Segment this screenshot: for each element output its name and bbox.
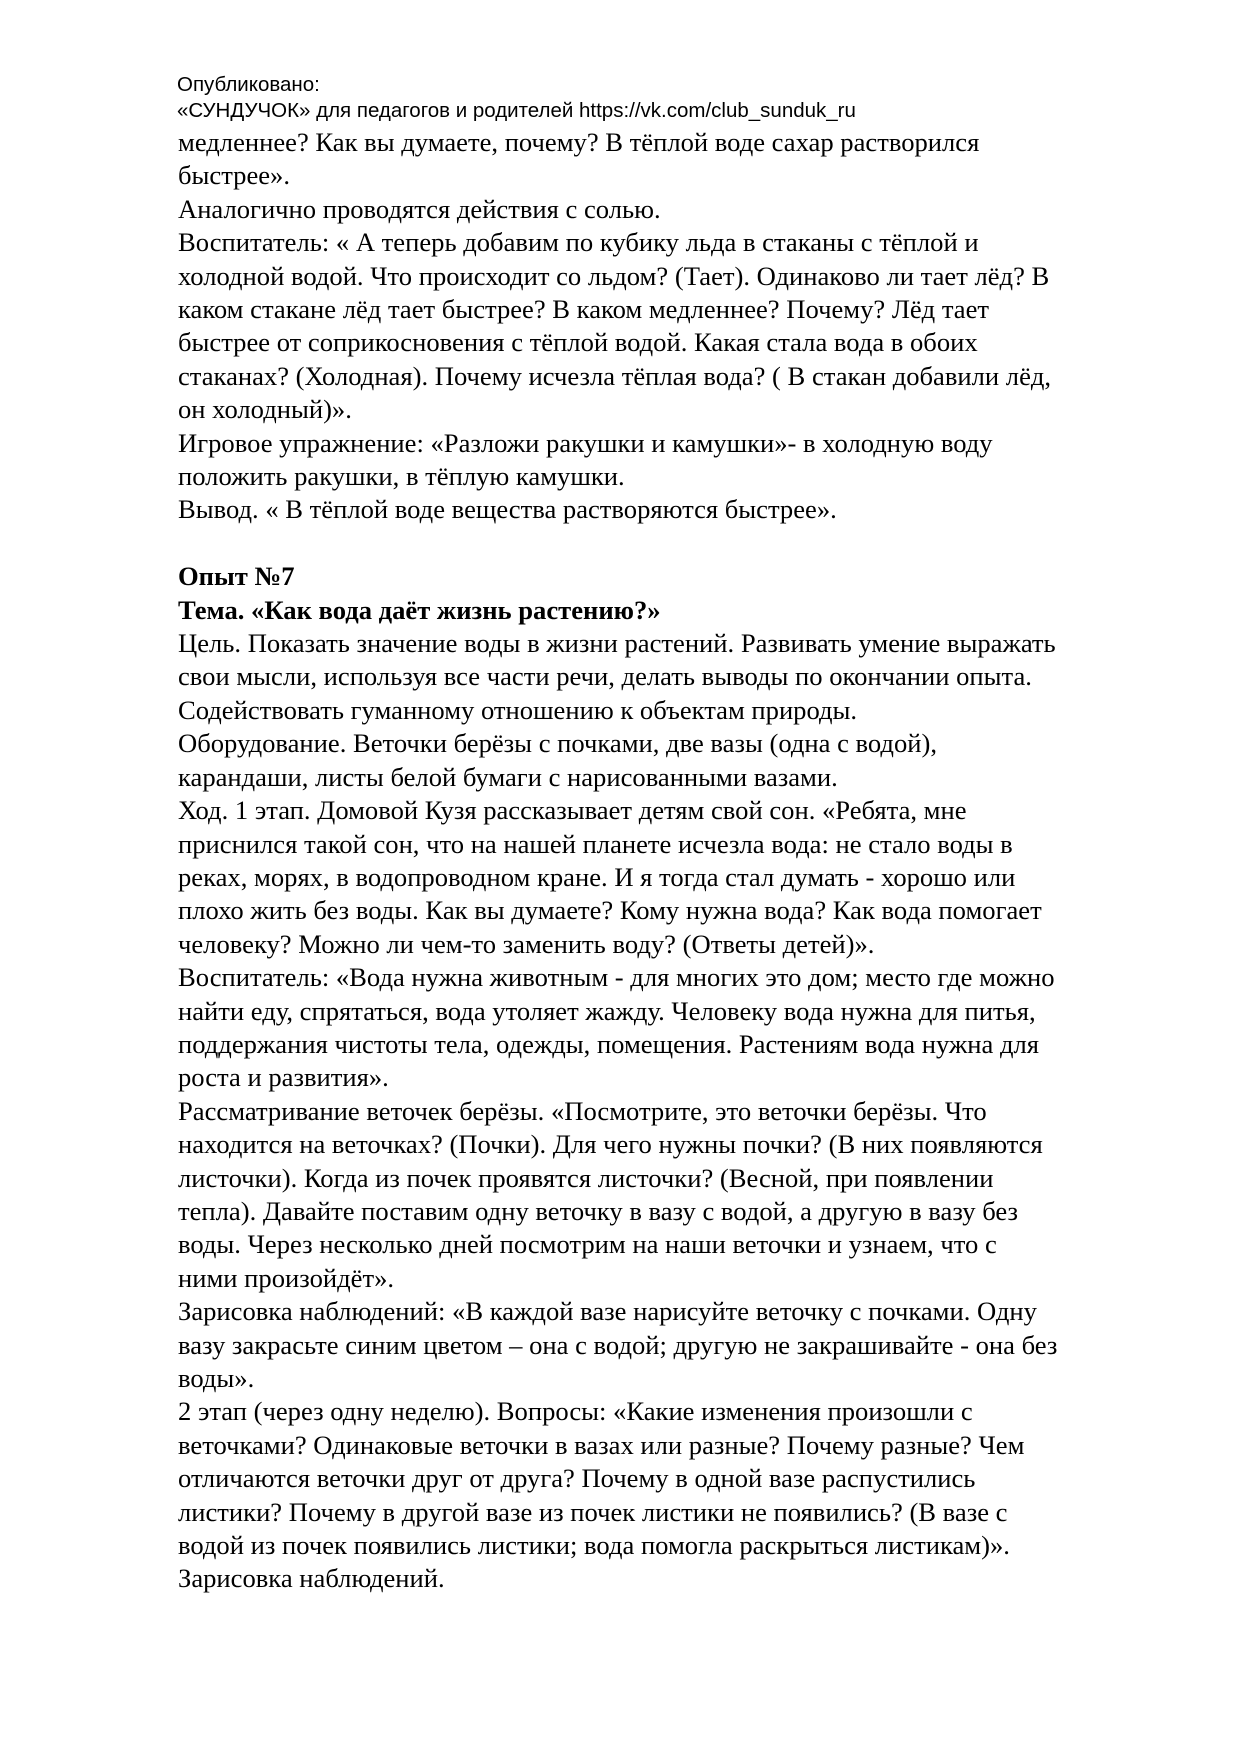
text-line: найти еду, спрятаться, вода утоляет жажду. Человеку вода нужна для питья, [178,995,1036,1026]
text-line: находится на веточках? (Почки). Для чего нужны почки? (В них появляются [178,1129,1043,1160]
text-line: реках, морях, в водопроводном кране. И я тогда стал думать - хорошо или [178,861,1016,892]
text-line: Зарисовка наблюдений: «В каждой вазе нарисуйте веточку с почками. Одну [178,1296,1037,1327]
text-line: он холодный)». [178,394,352,425]
text-line: медленнее? Как вы думаете, почему? В тёплой воде сахар растворился [178,127,980,157]
text-line: холодной водой. Что происходит со льдом? (Тает). Одинаково ли тает лёд? В [178,260,1050,291]
text-line: Воспитатель: « А теперь добавим по кубику льда в стаканы с тёплой и [178,227,979,258]
text-line: вазу закрасьте синим цветом – она с водой; другую не закрашивайте - она без [178,1329,1058,1360]
text-line: Зарисовка наблюдений. [178,1563,445,1594]
text-line: воды». [178,1363,255,1394]
text-line: воды. Через несколько дней посмотрим на наши веточки и узнаем, что с [178,1229,997,1260]
experiment-title: Опыт №7 [178,561,295,592]
text-line: листики? Почему в другой вазе из почек листики не появились? (В вазе с [178,1496,1008,1527]
text-line: Рассматривание веточек берёзы. «Посмотрите, это веточки берёзы. Что [178,1095,987,1126]
text-line: плохо жить без воды. Как вы думаете? Кому нужна вода? Как вода помогает [178,895,1042,926]
header-published-label: Опубликовано: [177,73,320,96]
text-line: быстрее от соприкосновения с тёплой водой. Какая стала вода в обоих [178,327,978,358]
text-line: Игровое упражнение: «Разложи ракушки и камушки»- в холодную воду [178,427,993,458]
text-line: Вывод. « В тёплой воде вещества растворяются быстрее». [178,494,837,525]
text-line: Воспитатель: «Вода нужна животным - для многих это дом; место где можно [178,962,1055,993]
text-line: положить ракушки, в тёплую камушки. [178,461,625,492]
text-line: Ход. 1 этап. Домовой Кузя рассказывает детям свой сон. «Ребята, мне [178,795,967,826]
text-line: приснился такой сон, что на нашей планете исчезла вода: не стало воды в [178,828,1013,859]
text-line: листочки). Когда из почек проявятся листочки? (Весной, при появлении [178,1162,994,1193]
paragraph-gap [178,527,1177,560]
publication-header [177,72,1177,124]
text-block-part1 [178,126,1177,527]
text-line: быстрее». [178,160,290,191]
text-line: тепла). Давайте поставим одну веточку в вазу с водой, а другую в вазу без [178,1195,1019,1226]
text-line: 2 этап (через одну неделю). Вопросы: «Какие изменения произошли с [178,1396,973,1427]
text-line: стаканах? (Холодная). Почему исчезла тёплая вода? ( В стакан добавили лёд, [178,360,1052,391]
text-line: водой из почек появились листики; вода помогла раскрыться листикам)». [178,1530,1010,1561]
text-line: роста и развития». [178,1062,389,1093]
document-body [178,126,1177,1596]
text-line: Содействовать гуманному отношению к объектам природы. [178,694,858,725]
text-line: поддержания чистоты тела, одежды, помещения. Растениям вода нужна для [178,1028,1040,1059]
document-page [177,72,1177,1596]
text-block-part2 [178,627,1177,1596]
text-line: Аналогично проводятся действия с солью. [178,193,661,224]
text-line: веточками? Одинаковые веточки в вазах или разные? Почему разные? Чем [178,1429,1025,1460]
text-line: карандаши, листы белой бумаги с нарисованными вазами. [178,761,838,792]
text-line: свои мысли, используя все части речи, делать выводы по окончании опыта. [178,661,1032,692]
topic-title: Тема. «Как вода даёт жизнь растению?» [178,594,661,625]
header-source-line: «СУНДУЧОК» для педагогов и родителей https://vk.com/club_sunduk_ru [177,99,856,122]
text-line: ними произойдёт». [178,1262,395,1293]
text-line: человеку? Можно ли чем-то заменить воду? (Ответы детей)». [178,928,875,959]
text-line: Цель. Показать значение воды в жизни растений. Развивать умение выражать [178,628,1056,659]
text-line: Оборудование. Веточки берёзы с почками, две вазы (одна с водой), [178,728,937,759]
text-line: отличаются веточки друг от друга? Почему в одной вазе распустились [178,1463,976,1494]
text-line: каком стакане лёд тает быстрее? В каком медленнее? Почему? Лёд тает [178,294,990,325]
